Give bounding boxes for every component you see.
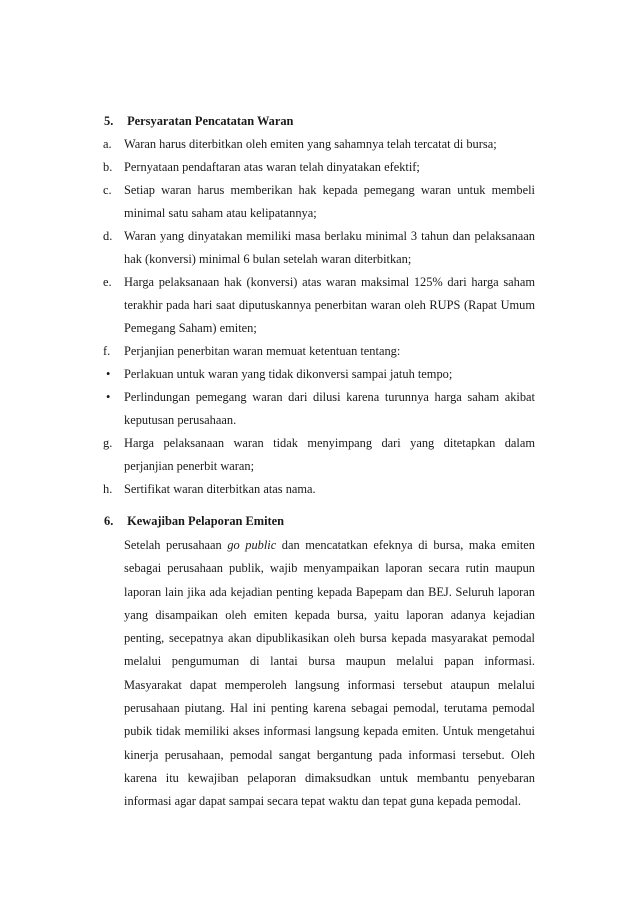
section-6-number: 6. bbox=[104, 514, 114, 528]
emphasis-text: go public bbox=[227, 538, 277, 552]
list-marker: h. bbox=[103, 482, 113, 496]
paragraph-line: pubik tidak memiliki akses informasi langsung kepada emiten. Untuk mengetahui bbox=[124, 724, 535, 739]
section-6-paragraph bbox=[124, 534, 535, 814]
paragraph-line: laporan lain jika ada kejadian penting kepada Bapepam dan BEJ. Seluruh laporan bbox=[124, 584, 535, 599]
list-item-continuation: Pemegang Saham) emiten; bbox=[124, 321, 257, 335]
list-item-b bbox=[103, 156, 535, 179]
list-item-text: Waran harus diterbitkan oleh emiten yang sahamnya telah tercatat di bursa; bbox=[124, 137, 497, 151]
paragraph-line: melalui pengumuman di lantai bursa maupun melalui papan informasi. bbox=[124, 654, 535, 669]
paragraph-line: yang disampaikan oleh emiten kepada bursa, yaitu laporan adanya kejadian bbox=[124, 607, 535, 622]
list-item-a bbox=[103, 133, 535, 156]
list-item-continuation: minimal satu saham atau kelipatannya; bbox=[124, 206, 317, 220]
paragraph-line: kinerja perusahaan, pemodal sangat bergantung pada informasi tersebut. Oleh bbox=[124, 747, 535, 762]
list-marker: f. bbox=[103, 344, 111, 358]
list-marker: g. bbox=[103, 436, 113, 450]
list-marker: d. bbox=[103, 229, 113, 243]
paragraph-line: penting, secepatnya akan dipublikasikan oleh bursa kepada masyarakat pemodal bbox=[124, 631, 535, 646]
bullet-icon: • bbox=[106, 390, 111, 404]
list-item-h bbox=[103, 478, 535, 501]
list-item-text: Sertifikat waran diterbitkan atas nama. bbox=[124, 482, 316, 496]
bullet-icon: • bbox=[106, 367, 111, 381]
paragraph-line: Setelah perusahaan go public dan mencatatkan efeknya di bursa, maka emiten bbox=[124, 538, 535, 552]
list-item-d bbox=[103, 225, 535, 271]
list-item-f bbox=[103, 340, 535, 363]
list-item-continuation: perjanjian penerbit waran; bbox=[124, 459, 255, 473]
list-item-e bbox=[103, 271, 535, 340]
bullet-item-2 bbox=[103, 386, 535, 432]
list-item-text: Setiap waran harus memberikan hak kepada pemegang waran untuk membeli bbox=[124, 183, 535, 197]
list-item-text: Harga pelaksanaan waran tidak menyimpang dari yang ditetapkan dalam bbox=[124, 436, 535, 450]
list-item-text: Waran yang dinyatakan memiliki masa berlaku minimal 3 tahun dan pelaksanaan bbox=[124, 229, 535, 243]
bullet-item-1 bbox=[103, 363, 535, 386]
list-item-text: Pernyataan pendaftaran atas waran telah dinyatakan efektif; bbox=[124, 160, 420, 174]
paragraph-line: karena itu kewajiban pelaporan dimaksudkan untuk membantu penyebaran bbox=[124, 770, 535, 785]
list-marker: a. bbox=[103, 137, 112, 151]
list-item-text: Perlakuan untuk waran yang tidak dikonversi sampai jatuh tempo; bbox=[124, 367, 453, 381]
paragraph-line: Masyarakat dapat memperoleh langsung informasi tersebut ataupun melalui bbox=[124, 677, 535, 692]
paragraph-line: sebagai perusahaan publik, wajib menyampaikan laporan secara rutin maupun bbox=[124, 561, 535, 576]
list-marker: e. bbox=[103, 275, 112, 289]
section-6-heading bbox=[104, 514, 284, 529]
list-item-c bbox=[103, 179, 535, 225]
section-5-heading bbox=[104, 114, 293, 129]
list-item-continuation: terakhir pada hari saat diputuskannya penerbitan waran oleh RUPS (Rapat Umum bbox=[124, 298, 535, 312]
list-item-text: Perjanjian penerbitan waran memuat ketentuan tentang: bbox=[124, 344, 401, 358]
section-6-title: Kewajiban Pelaporan Emiten bbox=[127, 514, 285, 528]
list-item-text: Perlindungan pemegang waran dari dilusi karena turunnya harga saham akibat bbox=[124, 390, 535, 404]
section-5-title: Persyaratan Pencatatan Waran bbox=[127, 114, 294, 128]
list-marker: b. bbox=[103, 160, 113, 174]
list-item-continuation: keputusan perusahaan. bbox=[124, 413, 237, 427]
list-item-g bbox=[103, 432, 535, 478]
list-item-text: Harga pelaksanaan hak (konversi) atas waran maksimal 125% dari harga saham bbox=[124, 275, 535, 289]
paragraph-line: informasi agar dapat sampai secara tepat waktu dan tepat guna kepada pemodal. bbox=[124, 794, 522, 809]
paragraph-line: perusahaan piutang. Hal ini penting karena sebagai pemodal, terutama pemodal bbox=[124, 701, 535, 716]
list-item-continuation: hak (konversi) minimal 6 bulan setelah waran diterbitkan; bbox=[124, 252, 412, 266]
list-marker: c. bbox=[103, 183, 112, 197]
section-5-number: 5. bbox=[104, 114, 114, 128]
